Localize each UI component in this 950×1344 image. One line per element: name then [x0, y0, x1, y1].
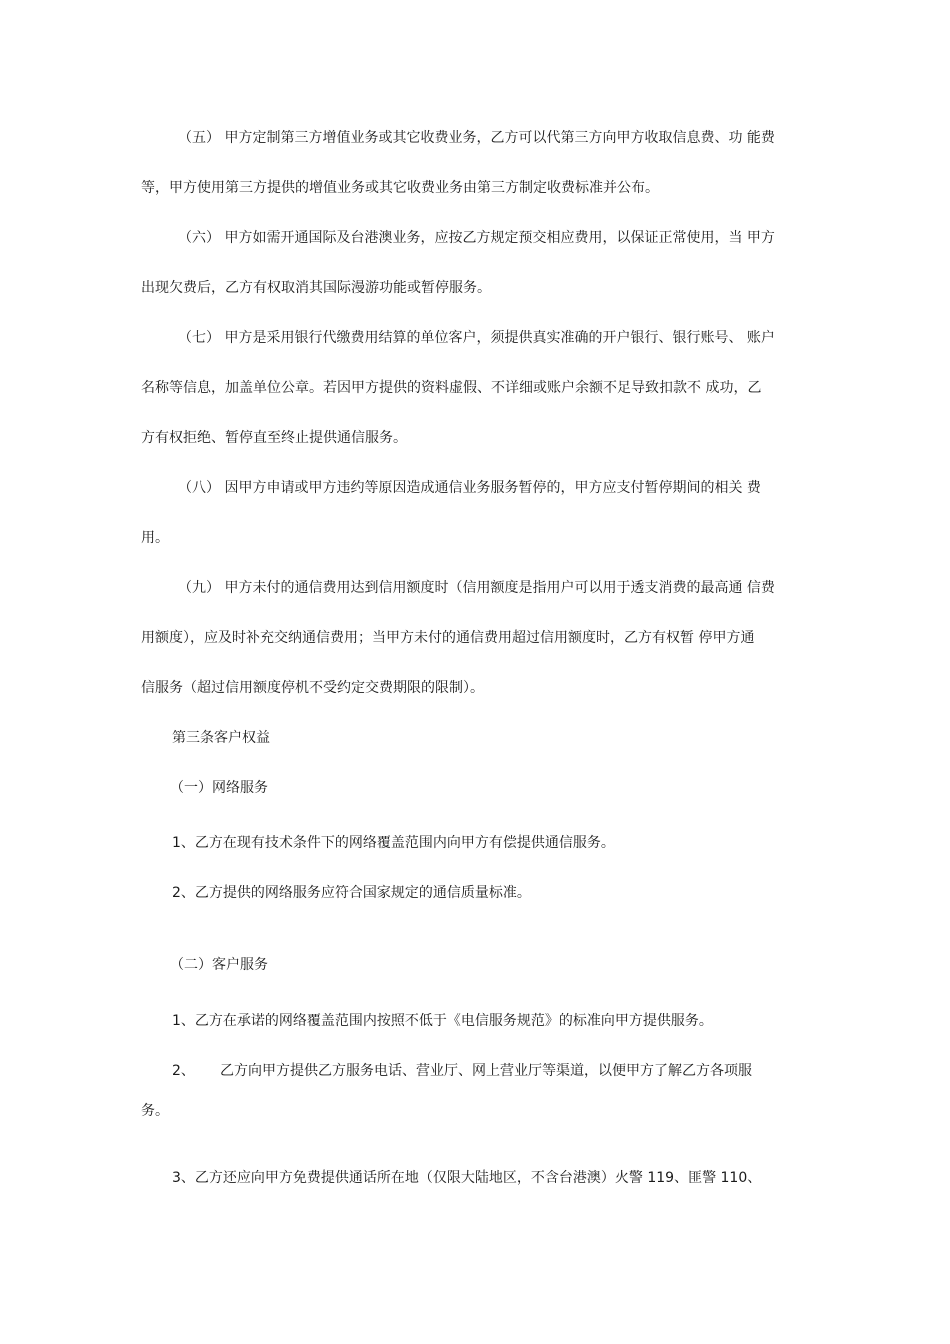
clause-5-line-1: （五） 甲方定制第三方增值业务或其它收费业务，乙方可以代第三方向甲方收取信息费、功 能费 — [178, 130, 775, 146]
clause-7-line-2: 名称等信息，加盖单位公章。若因甲方提供的资料虚假、不详细或账户余额不足导致扣款不 成功，乙 — [141, 380, 762, 396]
customer-item-2-line-1: 乙方向甲方提供乙方服务电话、营业厅、网上营业厅等渠道，以便甲方了解乙方各项服 — [220, 1063, 752, 1079]
customer-item-2-line-2: 务。 — [141, 1103, 169, 1119]
customer-item-2-number: 2、 — [172, 1063, 195, 1079]
customer-item-1: 1、乙方在承诺的网络覆盖范围内按照不低于《电信服务规范》的标准向甲方提供服务。 — [172, 1013, 713, 1029]
clause-5-line-2: 等，甲方使用第三方提供的增值业务或其它收费业务由第三方制定收费标准并公布。 — [141, 180, 659, 196]
clause-6-line-1: （六） 甲方如需开通国际及台港澳业务，应按乙方规定预交相应费用，以保证正常使用，当 甲方 — [178, 230, 775, 246]
customer-item-3: 3、乙方还应向甲方免费提供通话所在地（仅限大陆地区，不含台港澳）火警 119、匪警 110、 — [172, 1170, 762, 1186]
clause-8-line-2: 用。 — [141, 530, 169, 546]
article-3-heading: 第三条客户权益 — [172, 730, 270, 746]
network-item-1: 1、乙方在现有技术条件下的网络覆盖范围内向甲方有偿提供通信服务。 — [172, 835, 615, 851]
clause-9-line-3: 信服务（超过信用额度停机不受约定交费期限的限制）。 — [141, 680, 484, 696]
clause-9-line-2: 用额度），应及时补充交纳通信费用；当甲方未付的通信费用超过信用额度时，乙方有权暂 停甲方通 — [141, 630, 755, 646]
customer-service-heading: （二）客户服务 — [170, 957, 268, 973]
clause-8-line-1: （八） 因甲方申请或甲方违约等原因造成通信业务服务暂停的，甲方应支付暂停期间的相关 费 — [178, 480, 761, 496]
clause-7-line-3: 方有权拒绝、暂停直至终止提供通信服务。 — [141, 430, 407, 446]
clause-9-line-1: （九） 甲方未付的通信费用达到信用额度时（信用额度是指用户可以用于透支消费的最高通 信费 — [178, 580, 775, 596]
clause-6-line-2: 出现欠费后，乙方有权取消其国际漫游功能或暂停服务。 — [141, 280, 491, 296]
network-service-heading: （一）网络服务 — [170, 780, 268, 796]
clause-7-line-1: （七） 甲方是采用银行代缴费用结算的单位客户，须提供真实准确的开户银行、银行账号、 账户 — [178, 330, 775, 346]
network-item-2: 2、乙方提供的网络服务应符合国家规定的通信质量标准。 — [172, 885, 531, 901]
